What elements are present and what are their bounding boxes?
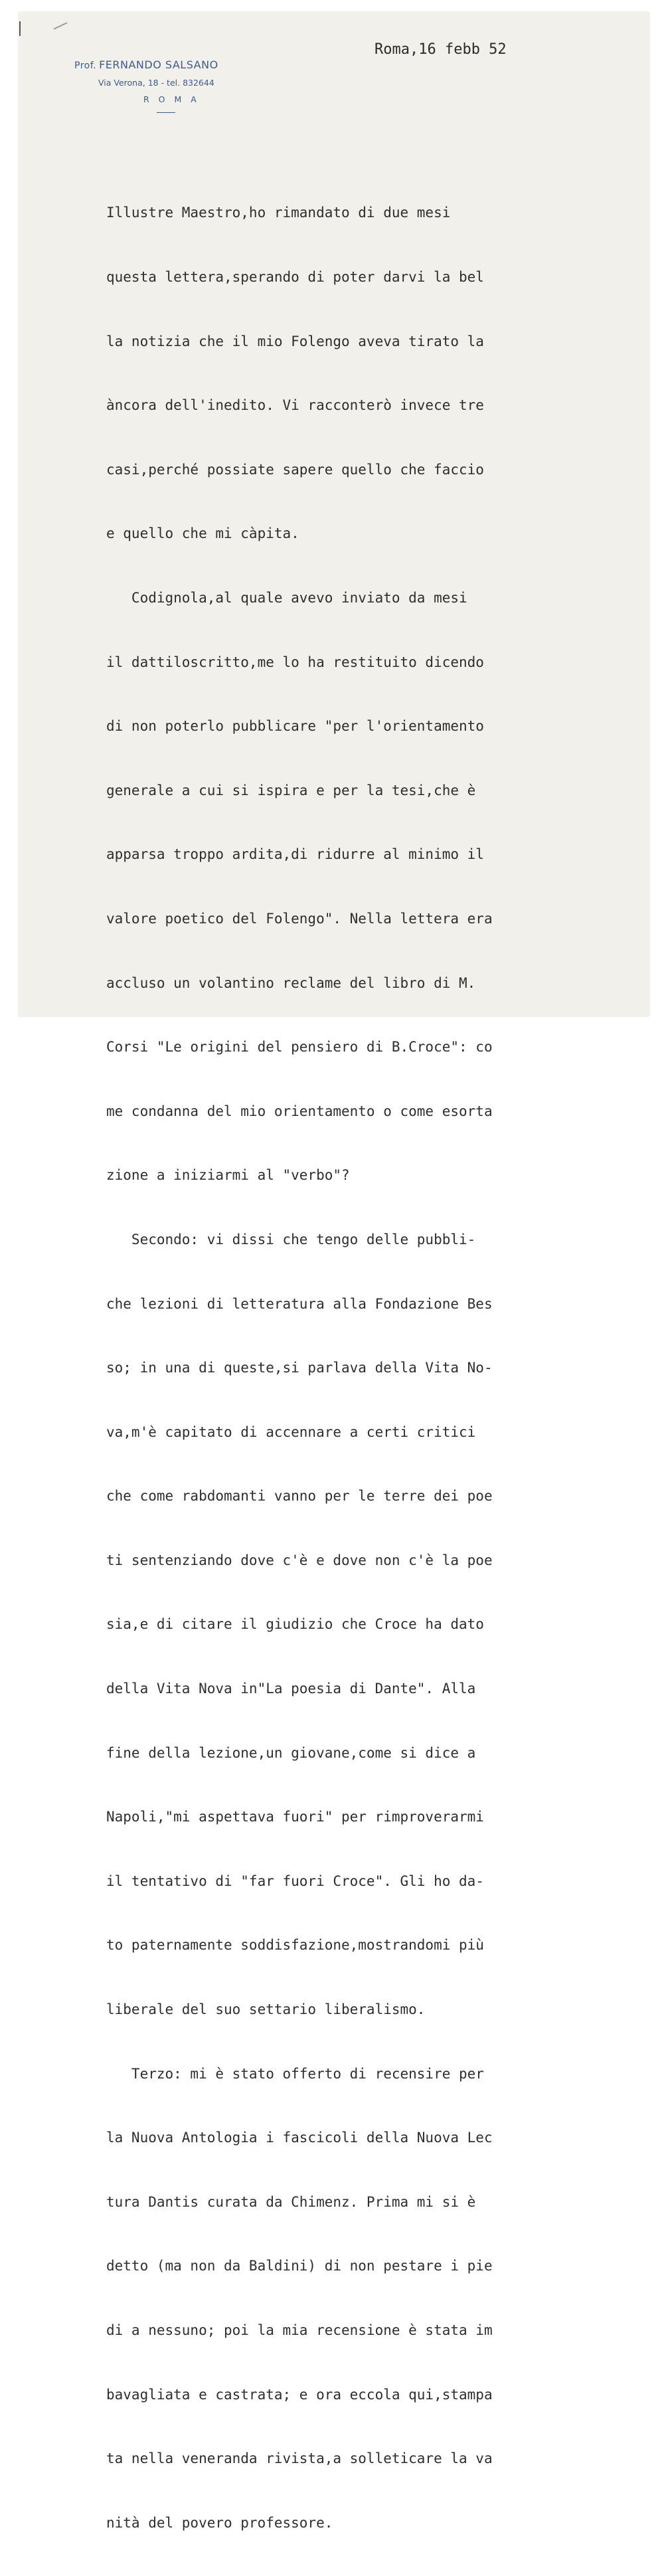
body-line: nità del povero professore.	[106, 2514, 333, 2531]
letterhead	[74, 58, 274, 113]
letter-body	[106, 159, 637, 2576]
body-line: che come rabdomanti vanno per le terre dei poe	[106, 1488, 493, 1505]
dateline: Roma,16 febb 52	[374, 41, 507, 58]
body-line: me condanna del mio orientamento o come esorta	[106, 1103, 493, 1119]
letter-page	[19, 12, 649, 2531]
body-line: e quello che mi càpita.	[106, 525, 299, 542]
letterhead-city: R O M A	[143, 94, 200, 104]
body-line: liberale del suo settario liberalismo.	[106, 2001, 426, 2018]
body-line: ti sentenziando dove c'è e dove non c'è la poe	[106, 1552, 493, 1568]
body-line: accluso un volantino reclame del libro di M.	[106, 974, 476, 991]
body-line: àncora dell'inedito. Vi racconterò invece tre	[106, 397, 484, 414]
body-line: so; in una di queste,si parlava della Vita No-	[106, 1360, 493, 1376]
body-line: ta nella veneranda rivista,a solleticare la va	[106, 2450, 493, 2467]
page-edge-mark	[19, 21, 21, 36]
body-line: della Vita Nova in"La poesia di Dante". Alla	[106, 1681, 476, 1697]
body-line: to paternamente soddisfazione,mostrandomi più	[106, 1937, 484, 1954]
body-line: Illustre Maestro,ho rimandato di due mesi	[106, 205, 451, 221]
body-line: casi,perché possiate sapere quello che faccio	[106, 461, 484, 478]
body-line: Corsi "Le origini del pensiero di B.Croce": co	[106, 1039, 493, 1056]
body-line: zione a iniziarmi al "verbo"?	[106, 1167, 350, 1184]
body-line: di non poterlo pubblicare "per l'orientamento	[106, 718, 484, 735]
body-line: Napoli,"mi aspettava fuori" per rimproverarmi	[106, 1809, 484, 1825]
body-line: il dattiloscritto,me lo ha restituito dicendo	[106, 654, 484, 670]
body-line: di a nessuno; poi la mia recensione è stata im	[106, 2322, 493, 2338]
body-line: Terzo: mi è stato offerto di recensire per	[106, 2065, 484, 2082]
body-line: apparsa troppo ardita,di ridurre al minimo il	[106, 846, 484, 863]
body-line: tura Dantis curata da Chimenz. Prima mi si è	[106, 2193, 476, 2210]
pencil-mark	[54, 22, 68, 29]
body-line: la Nuova Antologia i fascicoli della Nuova Lec	[106, 2130, 493, 2146]
body-line: detto (ma non da Baldini) di non pestare i pie	[106, 2258, 493, 2274]
body-line: Secondo: vi dissi che tengo delle pubbli-	[106, 1231, 476, 1247]
body-line: questa lettera,sperando di poter darvi la bel	[106, 269, 484, 285]
body-line: generale a cui si ispira e per la tesi,che è	[106, 782, 476, 798]
body-line: va,m'è capitato di accennare a certi critici	[106, 1424, 476, 1440]
letterhead-name: FERNANDO SALSANO	[99, 58, 218, 71]
body-line: la notizia che il mio Folengo aveva tirato la	[106, 333, 484, 349]
letterhead-address: Via Verona, 18 - tel. 832644	[98, 78, 214, 88]
body-line: fine della lezione,un giovane,come si dice a	[106, 1744, 476, 1761]
body-line: bavagliata e castrata; e ora eccola qui,stampa	[106, 2386, 493, 2403]
letterhead-rule	[157, 112, 175, 113]
letterhead-title: Prof.	[74, 60, 97, 71]
letterhead-name-line	[74, 58, 274, 71]
body-line: sia,e di citare il giudizio che Croce ha dato	[106, 1616, 484, 1633]
body-line: il tentativo di "far fuori Croce". Gli ho da-	[106, 1873, 484, 1889]
body-line: valore poetico del Folengo". Nella lettera era	[106, 910, 493, 927]
body-line: Codignola,al quale avevo inviato da mesi	[106, 589, 467, 606]
body-line: che lezioni di letteratura alla Fondazione Bes	[106, 1295, 493, 1312]
